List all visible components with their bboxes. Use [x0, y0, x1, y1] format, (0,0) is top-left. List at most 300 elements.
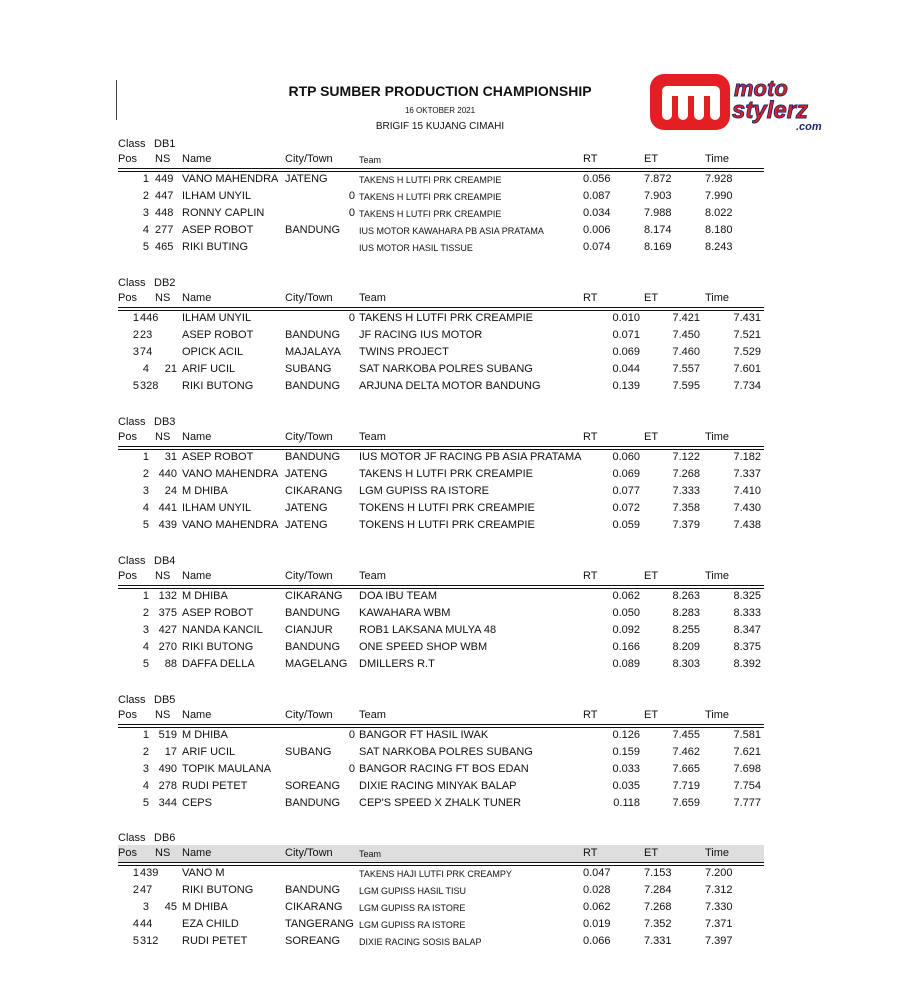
cell-rt: 0.035 — [612, 780, 640, 792]
cell-team: ARJUNA DELTA MOTOR BANDUNG — [359, 380, 541, 392]
cell-city: JATENG — [285, 173, 328, 185]
table-row — [118, 746, 764, 763]
header-ns: NS — [155, 709, 171, 721]
header-ns: NS — [155, 292, 171, 304]
cell-time: 8.022 — [705, 207, 733, 219]
cell-name: RIKI BUTONG — [182, 641, 254, 653]
header-pos: Pos — [118, 709, 137, 721]
header-pos: Pos — [118, 153, 137, 165]
cell-pos: 2 — [132, 884, 139, 896]
header-name: Name — [182, 431, 212, 443]
event-venue: BRIGIF 15 KUJANG CIMAHI — [375, 121, 505, 132]
header-team: Team — [359, 849, 382, 859]
cell-team: TAKENS H LUTFI PRK CREAMPIE — [359, 468, 533, 480]
cell-et: 7.665 — [672, 763, 700, 775]
class-name: DB2 — [154, 277, 176, 289]
cell-city: MAGELANG — [285, 658, 348, 670]
cell-ns: 449 — [155, 173, 174, 185]
header-city: City/Town — [285, 709, 333, 721]
cell-city: SUBANG — [285, 746, 332, 758]
table-row — [118, 884, 764, 901]
header-rule — [118, 865, 764, 866]
cell-et: 7.595 — [672, 380, 700, 392]
table-row — [118, 607, 764, 624]
class-name: DB1 — [154, 138, 176, 150]
header-pos: Pos — [118, 847, 137, 859]
cell-et: 7.268 — [672, 468, 700, 480]
header-team: Team — [359, 570, 386, 582]
cell-ns: 490 — [158, 763, 177, 775]
cell-city: SOREANG — [285, 935, 341, 947]
header-ns: NS — [155, 431, 171, 443]
cell-ns: 440 — [158, 468, 177, 480]
cell-rt: 0.159 — [612, 746, 640, 758]
header-rt: RT — [583, 292, 598, 304]
cell-rt: 0.044 — [612, 363, 640, 375]
cell-time: 8.243 — [705, 241, 733, 253]
cell-time: 8.325 — [733, 590, 761, 602]
cell-rt: 0.056 — [583, 173, 611, 185]
cell-pos: 5 — [142, 519, 149, 531]
cell-et: 7.659 — [672, 797, 700, 809]
cell-rt: 0.006 — [583, 224, 611, 236]
table-header — [118, 429, 764, 446]
cell-ns: 23 — [140, 329, 153, 341]
cell-name: RIKI BUTONG — [182, 884, 254, 896]
header-rule — [118, 310, 764, 311]
cell-city: SOREANG — [285, 780, 341, 792]
cell-pos: 3 — [142, 763, 149, 775]
table-row — [118, 190, 764, 207]
cell-team: SAT NARKOBA POLRES SUBANG — [359, 363, 533, 375]
cell-city: JATENG — [285, 468, 328, 480]
cell-zero-flag: 0 — [348, 207, 355, 219]
cell-et: 7.122 — [672, 451, 700, 463]
cell-et: 7.352 — [644, 918, 672, 930]
cell-name: OPICK ACIL — [182, 346, 244, 358]
cell-pos: 3 — [142, 901, 149, 913]
cell-rt: 0.139 — [612, 380, 640, 392]
class-key: Class — [118, 277, 146, 289]
header-rt: RT — [583, 570, 598, 582]
cell-time: 7.330 — [705, 901, 733, 913]
cell-ns: 44 — [140, 918, 153, 930]
cell-ns: 427 — [158, 624, 177, 636]
cell-pos: 4 — [142, 224, 149, 236]
header-rule — [118, 307, 764, 308]
cell-rt: 0.092 — [612, 624, 640, 636]
cell-et: 8.263 — [672, 590, 700, 602]
table-row — [118, 312, 764, 329]
header-name: Name — [182, 153, 212, 165]
cell-ns: 448 — [155, 207, 174, 219]
cell-name: VANO MAHENDRA — [182, 173, 279, 185]
cell-rt: 0.019 — [583, 918, 611, 930]
cell-rt: 0.069 — [612, 346, 640, 358]
cell-ns: 439 — [140, 867, 159, 879]
table-row — [118, 867, 764, 884]
table-row — [118, 485, 764, 502]
cell-team: ONE SPEED SHOP WBM — [359, 641, 488, 653]
cell-et: 7.153 — [644, 867, 672, 879]
cell-time: 7.312 — [705, 884, 733, 896]
cell-city: CIANJUR — [285, 624, 333, 636]
table-row — [118, 763, 764, 780]
header-time: Time — [705, 431, 730, 443]
cell-zero-flag: 0 — [348, 190, 355, 202]
table-row — [118, 224, 764, 241]
cell-team: KAWAHARA WBM — [359, 607, 451, 619]
table-header — [118, 151, 764, 168]
cell-name: CEPS — [182, 797, 212, 809]
cell-pos: 4 — [142, 363, 149, 375]
table-row — [118, 346, 764, 363]
cell-team: SAT NARKOBA POLRES SUBANG — [359, 746, 533, 758]
header-time: Time — [705, 709, 730, 721]
cell-et: 7.462 — [672, 746, 700, 758]
cell-team: CEP'S SPEED X ZHALK TUNER — [359, 797, 522, 809]
cell-rt: 0.069 — [612, 468, 640, 480]
header-city: City/Town — [285, 431, 333, 443]
header-et: ET — [644, 570, 659, 582]
cell-team: DIXIE RACING SOSIS BALAP — [359, 937, 482, 947]
cell-city: CIKARANG — [285, 901, 343, 913]
cell-city: CIKARANG — [285, 590, 343, 602]
cell-pos: 1 — [142, 451, 149, 463]
header-rule — [118, 449, 764, 450]
cell-et: 7.358 — [672, 502, 700, 514]
table-row — [118, 729, 764, 746]
header-team: Team — [359, 709, 386, 721]
cell-pos: 1 — [142, 590, 149, 602]
cell-pos: 5 — [132, 935, 139, 947]
cell-name: NANDA KANCIL — [182, 624, 263, 636]
cell-name: ILHAM UNYIL — [182, 312, 252, 324]
header-rt: RT — [583, 847, 598, 859]
cell-et: 8.209 — [672, 641, 700, 653]
header-time: Time — [705, 292, 730, 304]
cell-rt: 0.062 — [612, 590, 640, 602]
header-name: Name — [182, 847, 212, 859]
cell-team: LGM GUPISS RA ISTORE — [359, 485, 489, 497]
cell-time: 8.333 — [733, 607, 761, 619]
cell-et: 7.557 — [672, 363, 700, 375]
cell-time: 7.410 — [733, 485, 761, 497]
cell-ns: 31 — [164, 451, 177, 463]
cell-ns: 312 — [140, 935, 159, 947]
cell-rt: 0.087 — [583, 190, 611, 202]
class-key: Class — [118, 832, 146, 844]
cell-city: BANDUNG — [285, 797, 341, 809]
cell-city: JATENG — [285, 502, 328, 514]
header-rule — [118, 862, 764, 863]
cell-ns: 132 — [158, 590, 177, 602]
header-rule — [118, 724, 764, 725]
cell-city: BANDUNG — [285, 380, 341, 392]
cell-team: TAKENS H LUTFI PRK CREAMPIE — [359, 209, 502, 219]
cell-rt: 0.072 — [612, 502, 640, 514]
table-row — [118, 207, 764, 224]
cell-pos: 1 — [132, 867, 139, 879]
cell-team: IUS MOTOR KAWAHARA PB ASIA PRATAMA — [359, 226, 544, 236]
cell-rt: 0.066 — [583, 935, 611, 947]
header-ns: NS — [155, 153, 171, 165]
cell-name: VANO M — [182, 867, 225, 879]
cell-time: 7.431 — [733, 312, 761, 324]
table-row — [118, 901, 764, 918]
cell-rt: 0.074 — [583, 241, 611, 253]
cell-pos: 4 — [142, 502, 149, 514]
cell-pos: 3 — [142, 485, 149, 497]
cell-et: 7.450 — [672, 329, 700, 341]
svg-text:.com: .com — [796, 121, 822, 133]
cell-ns: 441 — [158, 502, 177, 514]
cell-city: BANDUNG — [285, 329, 341, 341]
table-row — [118, 590, 764, 607]
page-title: RTP SUMBER PRODUCTION CHAMPIONSHIP — [288, 83, 592, 99]
header-city: City/Town — [285, 570, 333, 582]
cell-rt: 0.077 — [612, 485, 640, 497]
class-key: Class — [118, 694, 146, 706]
svg-text:moto: moto — [734, 76, 788, 101]
cell-pos: 2 — [142, 468, 149, 480]
cell-pos: 1 — [132, 312, 139, 324]
cell-name: EZA CHILD — [182, 918, 239, 930]
table-row — [118, 918, 764, 935]
cell-et: 7.455 — [672, 729, 700, 741]
table-row — [118, 519, 764, 536]
cell-name: M DHIBA — [182, 729, 228, 741]
header-pos: Pos — [118, 570, 137, 582]
cell-team: IUS MOTOR HASIL TISSUE — [359, 243, 473, 253]
cell-team: LGM GUPISS HASIL TISU — [359, 886, 467, 896]
header-et: ET — [644, 292, 659, 304]
cell-team: TAKENS H LUTFI PRK CREAMPIE — [359, 192, 502, 202]
cell-pos: 1 — [142, 173, 149, 185]
cell-et: 7.379 — [672, 519, 700, 531]
table-row — [118, 641, 764, 658]
cell-ns: 519 — [158, 729, 177, 741]
cell-time: 7.754 — [733, 780, 761, 792]
cell-time: 7.621 — [733, 746, 761, 758]
table-row — [118, 173, 764, 190]
table-row — [118, 363, 764, 380]
cell-ns: 17 — [164, 746, 177, 758]
cell-name: M DHIBA — [182, 901, 228, 913]
cell-ns: 45 — [164, 901, 177, 913]
cell-pos: 4 — [142, 780, 149, 792]
class-name: DB5 — [154, 694, 176, 706]
cell-name: TOPIK MAULANA — [182, 763, 272, 775]
header-rule — [118, 168, 764, 169]
header-city: City/Town — [285, 153, 333, 165]
cell-name: ASEP ROBOT — [182, 224, 254, 236]
cell-team: TWINS PROJECT — [359, 346, 449, 358]
cell-pos: 5 — [142, 241, 149, 253]
cell-rt: 0.047 — [583, 867, 611, 879]
cell-name: ILHAM UNYIL — [182, 190, 252, 202]
cell-name: ASEP ROBOT — [182, 329, 254, 341]
table-header — [118, 568, 764, 585]
cell-rt: 0.062 — [583, 901, 611, 913]
cell-rt: 0.118 — [613, 797, 640, 809]
cell-team: ROB1 LAKSANA MULYA 48 — [359, 624, 497, 636]
cell-ns: 24 — [164, 485, 177, 497]
header-rt: RT — [583, 709, 598, 721]
cell-pos: 2 — [142, 746, 149, 758]
cell-rt: 0.050 — [612, 607, 640, 619]
cell-time: 7.430 — [733, 502, 761, 514]
cell-city: BANDUNG — [285, 451, 341, 463]
cell-et: 8.169 — [644, 241, 672, 253]
cell-city: JATENG — [285, 519, 328, 531]
cell-pos: 1 — [142, 729, 149, 741]
header-city: City/Town — [285, 847, 333, 859]
cell-name: ARIF UCIL — [182, 363, 236, 375]
header-rule — [118, 171, 764, 172]
cell-pos: 5 — [142, 797, 149, 809]
cell-team: LGM GUPISS RA ISTORE — [359, 920, 466, 930]
cell-city: BANDUNG — [285, 641, 341, 653]
cell-zero-flag: 0 — [348, 312, 355, 324]
cell-team: BANGOR FT HASIL IWAK — [359, 729, 489, 741]
cell-name: ASEP ROBOT — [182, 451, 254, 463]
cell-time: 7.698 — [733, 763, 761, 775]
cell-team: TOKENS H LUTFI PRK CREAMPIE — [359, 502, 535, 514]
cell-time: 8.180 — [705, 224, 733, 236]
cell-time: 7.777 — [733, 797, 761, 809]
cell-time: 7.438 — [733, 519, 761, 531]
cell-rt: 0.126 — [612, 729, 640, 741]
cell-time: 7.734 — [733, 380, 761, 392]
cell-et: 8.283 — [672, 607, 700, 619]
class-name: DB4 — [154, 555, 176, 567]
table-header — [118, 845, 764, 862]
cell-et: 8.303 — [672, 658, 700, 670]
cell-name: ARIF UCIL — [182, 746, 236, 758]
table-row — [118, 451, 764, 468]
class-key: Class — [118, 555, 146, 567]
cell-name: ILHAM UNYIL — [182, 502, 252, 514]
cell-time: 7.397 — [705, 935, 733, 947]
class-key: Class — [118, 138, 146, 150]
header-rt: RT — [583, 153, 598, 165]
header-name: Name — [182, 570, 212, 582]
header-city: City/Town — [285, 292, 333, 304]
cell-rt: 0.028 — [583, 884, 611, 896]
header-et: ET — [644, 709, 659, 721]
table-row — [118, 797, 764, 814]
cell-ns: 344 — [158, 797, 177, 809]
header-name: Name — [182, 709, 212, 721]
header-pos: Pos — [118, 431, 137, 443]
cell-ns: 277 — [155, 224, 174, 236]
header-team: Team — [359, 431, 386, 443]
cell-ns: 328 — [140, 380, 159, 392]
cell-team: DMILLERS R.T — [359, 658, 435, 670]
cell-et: 7.268 — [644, 901, 672, 913]
cell-name: RIKI BUTING — [182, 241, 249, 253]
cell-et: 7.872 — [644, 173, 672, 185]
class-name: DB6 — [154, 832, 176, 844]
header-time: Time — [705, 153, 730, 165]
cell-name: VANO MAHENDRA — [182, 519, 279, 531]
cell-time: 8.347 — [733, 624, 761, 636]
cell-team: BANGOR RACING FT BOS EDAN — [359, 763, 529, 775]
cell-et: 7.331 — [644, 935, 672, 947]
header-et: ET — [644, 431, 659, 443]
table-row — [118, 468, 764, 485]
cell-time: 7.529 — [733, 346, 761, 358]
table-row — [118, 935, 764, 952]
cell-et: 7.460 — [672, 346, 700, 358]
cell-ns: 278 — [158, 780, 177, 792]
header-ns: NS — [155, 847, 171, 859]
cell-pos: 2 — [142, 607, 149, 619]
cell-pos: 5 — [142, 658, 149, 670]
table-row — [118, 658, 764, 675]
cell-team: TOKENS H LUTFI PRK CREAMPIE — [359, 519, 535, 531]
table-row — [118, 780, 764, 797]
cell-rt: 0.071 — [612, 329, 640, 341]
cell-city: MAJALAYA — [285, 346, 341, 358]
cell-zero-flag: 0 — [348, 763, 355, 775]
cell-pos: 4 — [132, 918, 139, 930]
class-key: Class — [118, 416, 146, 428]
cell-time: 7.581 — [733, 729, 761, 741]
header-rule — [118, 727, 764, 728]
cell-name: M DHIBA — [182, 485, 228, 497]
motostylerz-logo — [646, 70, 846, 136]
header-name: Name — [182, 292, 212, 304]
cell-name: RONNY CAPLIN — [182, 207, 265, 219]
cell-ns: 375 — [158, 607, 177, 619]
table-header — [118, 707, 764, 724]
svg-text:stylerz: stylerz — [732, 97, 809, 124]
cell-et: 7.903 — [644, 190, 672, 202]
cell-team: TAKENS H LUTFI PRK CREAMPIE — [359, 175, 502, 185]
cell-et: 8.174 — [644, 224, 672, 236]
cell-rt: 0.033 — [612, 763, 640, 775]
cell-ns: 465 — [155, 241, 174, 253]
cell-et: 7.284 — [644, 884, 672, 896]
cell-pos: 5 — [132, 380, 139, 392]
table-header — [118, 290, 764, 307]
cell-name: RUDI PETET — [182, 935, 248, 947]
cell-time: 8.392 — [733, 658, 761, 670]
cell-ns: 47 — [140, 884, 153, 896]
cell-ns: 446 — [140, 312, 159, 324]
cell-name: RIKI BUTONG — [182, 380, 254, 392]
cell-city: BANDUNG — [285, 884, 341, 896]
cell-team: LGM GUPISS RA ISTORE — [359, 903, 466, 913]
header-rule — [118, 588, 764, 589]
cell-team: TAKENS H LUTFI PRK CREAMPIE — [359, 312, 533, 324]
cell-rt: 0.089 — [612, 658, 640, 670]
cell-name: VANO MAHENDRA — [182, 468, 279, 480]
cell-rt: 0.034 — [583, 207, 611, 219]
cell-city: CIKARANG — [285, 485, 343, 497]
cell-ns: 439 — [158, 519, 177, 531]
header-pos: Pos — [118, 292, 137, 304]
cell-ns: 270 — [158, 641, 177, 653]
cell-time: 7.182 — [733, 451, 761, 463]
cell-et: 7.719 — [672, 780, 700, 792]
cell-city: TANGERANG — [285, 918, 354, 930]
cell-ns: 21 — [164, 363, 177, 375]
event-date: 16 OKTOBER 2021 — [404, 106, 476, 115]
cell-et: 7.988 — [644, 207, 672, 219]
